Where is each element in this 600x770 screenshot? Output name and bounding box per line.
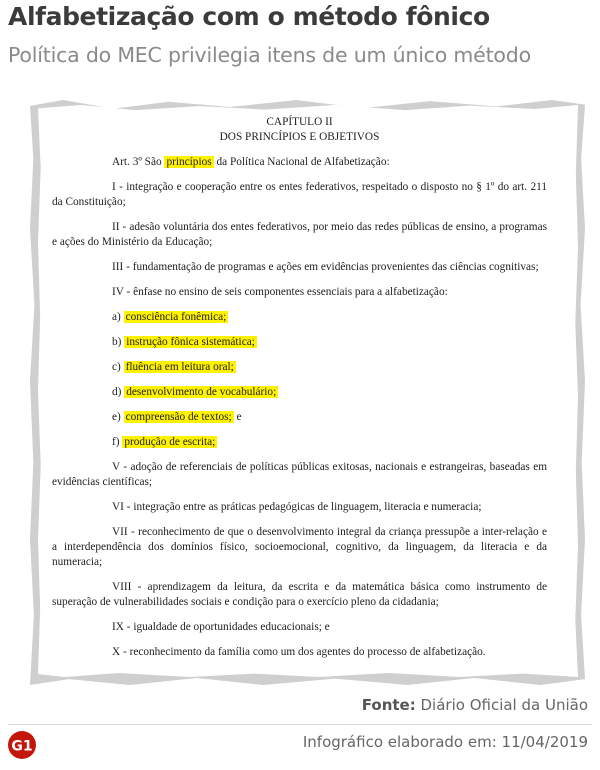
highlight-component: fluência em leitura oral;: [125, 361, 234, 373]
source-label: Fonte:: [361, 696, 416, 714]
item-iii: III - fundamentação de programas e ações em evidências provenientes das ciências cognitivas;: [112, 261, 539, 273]
g1-logo-text: G1: [11, 738, 33, 755]
item-vii: VII - reconhecimento de que o desenvolvimento integral da criança pressupõe a inter-relação e a interdependência dos domínios físico, socioemocional, cognitivo, da linguagem, da literacia e da numeracia;: [52, 526, 547, 568]
article-3: [52, 155, 547, 170]
component-letter: a): [112, 311, 121, 323]
item-v: V - adoção de referenciais de políticas públicas exitosas, nacionais e estrangeiras, baseadas em evidências científicas;: [52, 461, 547, 488]
infographic-date: Infográfico elaborado em: 11/04/2019: [302, 733, 588, 751]
item-ix: IX - igualdade de oportunidades educacionais; e: [112, 621, 330, 633]
article-prefix: Art. 3º São: [112, 156, 165, 168]
component-c: [52, 360, 547, 375]
infographic-subtitle: Política do MEC privilegia itens de um único método: [8, 43, 531, 67]
highlight-component: desenvolvimento de vocabulário;: [126, 386, 277, 398]
component-letter: c): [112, 361, 121, 373]
component-a: [52, 310, 547, 325]
component-suffix: e: [233, 411, 242, 423]
infographic-title: Alfabetização com o método fônico: [8, 2, 490, 31]
component-letter: f): [112, 436, 120, 448]
source-credit: [362, 696, 588, 714]
highlight-component: consciência fonêmica;: [125, 311, 227, 323]
chapter-title: DOS PRINCÍPIOS E OBJETIVOS: [219, 131, 380, 143]
item-x: X - reconhecimento da família como um dos agentes do processo de alfabetização.: [112, 646, 486, 658]
component-d: [52, 385, 547, 400]
source-value: Diário Oficial da União: [420, 696, 588, 714]
component-letter: d): [112, 386, 122, 398]
item-ii: II - adesão voluntária dos entes federativos, por meio das redes públicas de ensino, a programas e ações do Ministério da Educação;: [52, 221, 547, 248]
component-b: [52, 335, 547, 350]
article-suffix: da Política Nacional de Alfabetização:: [213, 156, 390, 168]
footer-divider: [8, 724, 592, 725]
document-text: [52, 115, 547, 660]
highlight-principles: princípios: [166, 156, 212, 168]
g1-logo: [8, 731, 36, 759]
component-f: [52, 435, 547, 450]
highlight-component: produção de escrita;: [124, 436, 216, 448]
component-letter: b): [112, 336, 122, 348]
item-vi: VI - integração entre as práticas pedagógicas de linguagem, literacia e numeracia;: [112, 501, 482, 513]
highlight-component: instrução fônica sistemática;: [126, 336, 255, 348]
item-i: I - integração e cooperação entre os entes federativos, respeitado o disposto no § 1º do art. 211 da Constituição;: [52, 181, 547, 208]
item-viii: VIII - aprendizagem da leitura, da escrita e da matemática básica como instrumento de superação de vulnerabilidades sociais e condição para o exercício pleno da cidadania;: [52, 581, 547, 608]
item-iv: IV - ênfase no ensino de seis componentes essenciais para a alfabetização:: [112, 286, 448, 298]
chapter-number: CAPÍTULO II: [266, 116, 333, 128]
component-e: [52, 410, 547, 425]
highlight-component: compreensão de textos;: [125, 411, 232, 423]
component-letter: e): [112, 411, 121, 423]
